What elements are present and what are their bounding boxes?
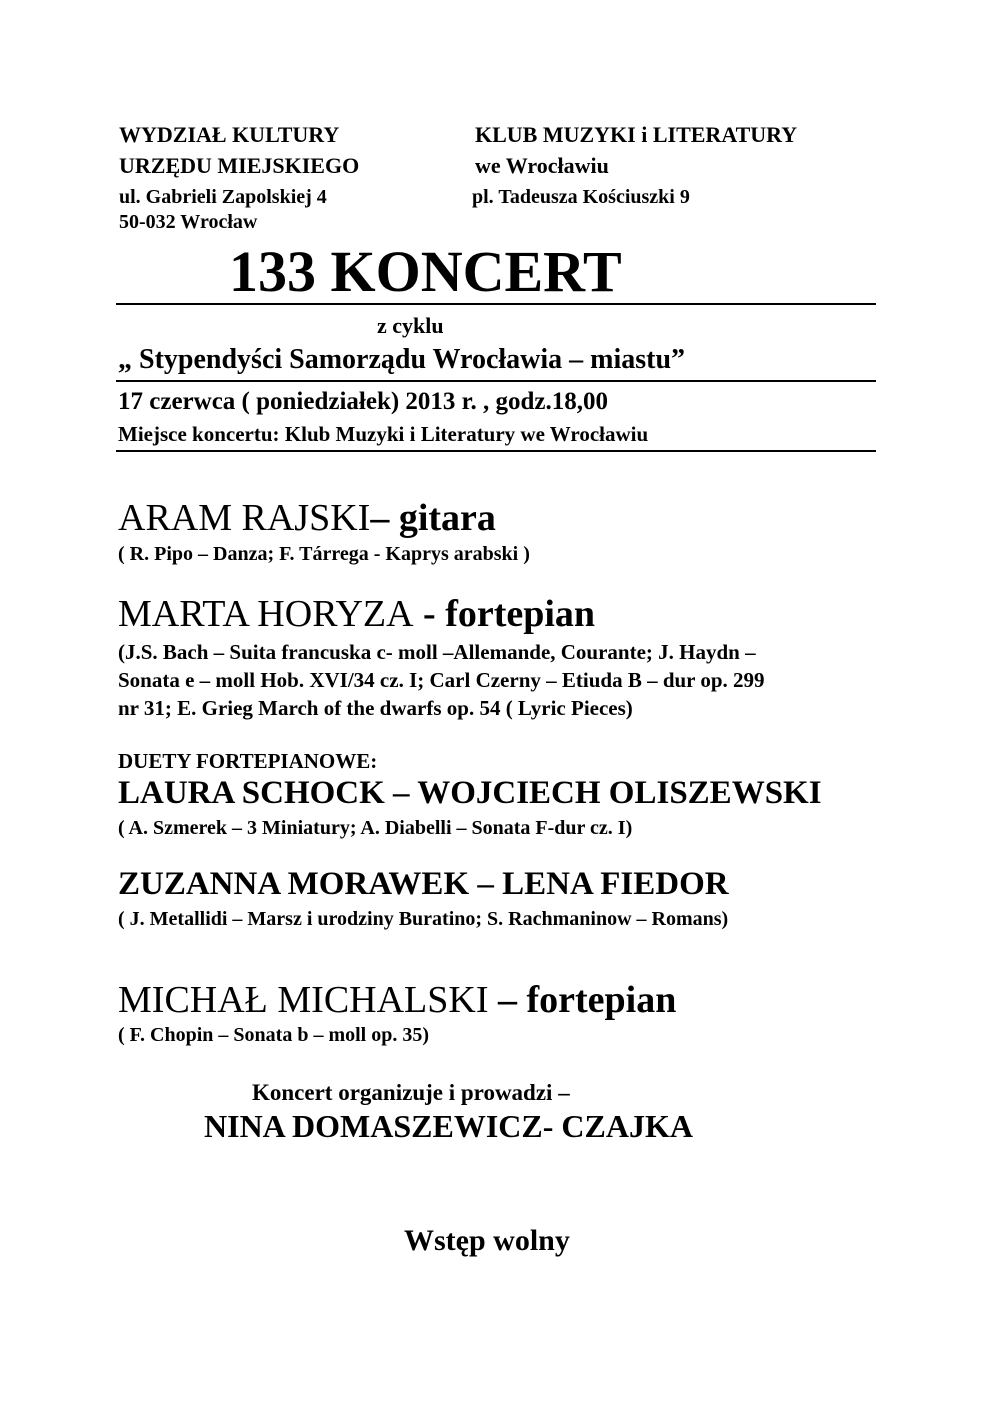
- event-date: 17 czerwca ( poniedziałek) 2013 r. , godz.18,00: [118, 388, 608, 415]
- duet-program: ( J. Metallidi – Marsz i urodziny Buratino; S. Rachmaninow – Romans): [118, 908, 729, 930]
- performer-instrument: - fortepian: [413, 593, 596, 635]
- performer-program: ( R. Pipo – Danza; F. Tárrega - Kaprys arabski ): [118, 543, 530, 565]
- performer-program-line: nr 31; E. Grieg March of the dwarfs op. 54 ( Lyric Pieces): [118, 696, 633, 720]
- cycle-rule: [116, 380, 876, 382]
- duet-name: ZUZANNA MORAWEK – LENA FIEDOR: [118, 866, 729, 902]
- performer-name: [118, 592, 595, 636]
- performer-program-line: (J.S. Bach – Suita francuska c- moll –Allemande, Courante; J. Haydn –: [118, 640, 756, 664]
- title-rule: [116, 303, 876, 305]
- event-venue: Miejsce koncertu: Klub Muzyki i Literatury we Wrocławiu: [118, 422, 649, 446]
- cycle-label: z cyklu: [377, 313, 444, 338]
- header-right-line3: pl. Tadeusza Kościuszki 9: [472, 186, 690, 208]
- duet-name: LAURA SCHOCK – WOJCIECH OLISZEWSKI: [118, 775, 822, 811]
- concert-title: 133 KONCERT: [229, 239, 622, 304]
- cycle-name: „ Stypendyści Samorządu Wrocławia – miastu”: [118, 344, 686, 375]
- header-right-line1: KLUB MUZYKI i LITERATURY: [475, 122, 798, 147]
- soloist-name-text: MICHAŁ MICHALSKI: [118, 979, 489, 1021]
- performer-name-text: ARAM RAJSKI: [118, 497, 371, 539]
- organizer-label: Koncert organizuje i prowadzi –: [252, 1080, 570, 1105]
- soloist-instrument: – fortepian: [488, 979, 677, 1021]
- organizer-name: NINA DOMASZEWICZ- CZAJKA: [204, 1108, 693, 1144]
- event-rule: [116, 450, 876, 452]
- duets-heading: DUETY FORTEPIANOWE:: [118, 749, 378, 773]
- soloist-name: [118, 978, 676, 1022]
- performer-name-text: MARTA HORYZA: [118, 593, 414, 635]
- header-left-line2: URZĘDU MIEJSKIEGO: [119, 153, 360, 178]
- duet-program: ( A. Szmerek – 3 Miniatury; A. Diabelli – Sonata F-dur cz. I): [118, 817, 633, 839]
- header-right-line2: we Wrocławiu: [475, 153, 609, 178]
- performer-instrument: – gitara: [370, 497, 496, 539]
- header-left-line4: 50-032 Wrocław: [119, 211, 258, 233]
- entry-info: Wstęp wolny: [404, 1224, 570, 1257]
- soloist-program: ( F. Chopin – Sonata b – moll op. 35): [118, 1024, 429, 1046]
- header-left-line3: ul. Gabrieli Zapolskiej 4: [119, 186, 327, 208]
- performer-name: [118, 496, 496, 540]
- performer-program-line: Sonata e – moll Hob. XVI/34 cz. I; Carl Czerny – Etiuda B – dur op. 299: [118, 668, 765, 692]
- header-left-line1: WYDZIAŁ KULTURY: [119, 122, 340, 147]
